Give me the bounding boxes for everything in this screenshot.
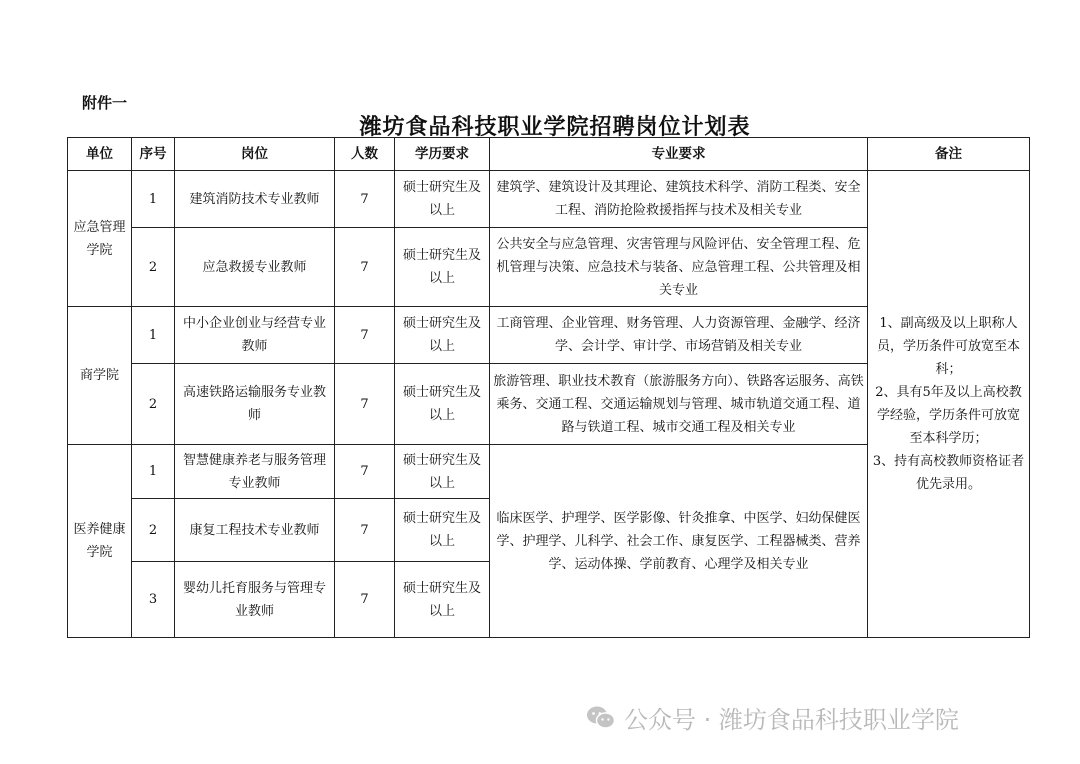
education-cell: 硕士研究生及以上 [395,307,490,364]
watermark [586,700,959,735]
seq-cell: 1 [132,445,175,499]
remark-item: 3、持有高校教师资格证者优先录用。 [872,454,1025,492]
education-cell: 硕士研究生及以上 [395,445,490,499]
unit-cell: 医养健康学院 [68,445,132,638]
wechat-icon [586,705,616,731]
education-cell: 硕士研究生及以上 [395,228,490,307]
seq-cell: 2 [132,364,175,445]
remarks-cell [868,171,1030,638]
education-cell: 硕士研究生及以上 [395,499,490,562]
header-unit: 单位 [68,138,132,171]
education-cell: 硕士研究生及以上 [395,171,490,228]
header-education: 学历要求 [395,138,490,171]
count-cell: 7 [335,228,395,307]
header-seq: 序号 [132,138,175,171]
attachment-label: 附件一 [82,94,128,112]
count-cell: 7 [335,364,395,445]
major-cell: 建筑学、建筑设计及其理论、建筑技术科学、消防工程类、安全工程、消防抢险救援指挥与技术及相关专业 [490,171,868,228]
count-cell: 7 [335,499,395,562]
major-cell: 工商管理、企业管理、财务管理、人力资源管理、金融学、经济学、会计学、审计学、市场营销及相关专业 [490,307,868,364]
major-cell: 旅游管理、职业技术教育（旅游服务方向）、铁路客运服务、高铁乘务、交通工程、交通运输规划与管理、城市轨道交通工程、道路与铁道工程、城市交通工程及相关专业 [490,364,868,445]
count-cell: 7 [335,445,395,499]
count-cell: 7 [335,307,395,364]
position-cell: 中小企业创业与经营专业教师 [175,307,335,364]
unit-cell: 应急管理学院 [68,171,132,307]
position-cell: 康复工程技术专业教师 [175,499,335,562]
count-cell: 7 [335,562,395,638]
seq-cell: 3 [132,562,175,638]
table-header-row [68,138,1030,171]
header-major: 专业要求 [490,138,868,171]
position-cell: 婴幼儿托育服务与管理专业教师 [175,562,335,638]
education-cell: 硕士研究生及以上 [395,364,490,445]
seq-cell: 2 [132,228,175,307]
table-row [68,171,1030,228]
header-count: 人数 [335,138,395,171]
seq-cell: 1 [132,307,175,364]
position-cell: 建筑消防技术专业教师 [175,171,335,228]
education-cell: 硕士研究生及以上 [395,562,490,638]
position-cell: 应急救援专业教师 [175,228,335,307]
recruitment-plan-table [67,137,1030,638]
watermark-text: 公众号 · 潍坊食品科技职业学院 [624,706,959,734]
major-cell: 公共安全与应急管理、灾害管理与风险评估、安全管理工程、危机管理与决策、应急技术与装备、应急管理工程、公共管理及相关专业 [490,228,868,307]
page-title: 潍坊食品科技职业学院招聘岗位计划表 [359,114,751,140]
header-position: 岗位 [175,138,335,171]
remark-item: 1、副高级及以上职称人员，学历条件可放宽至本科； [876,316,1020,377]
position-cell: 高速铁路运输服务专业教师 [175,364,335,445]
seq-cell: 1 [132,171,175,228]
position-cell: 智慧健康养老与服务管理专业教师 [175,445,335,499]
seq-cell: 2 [132,499,175,562]
count-cell: 7 [335,171,395,228]
remark-item: 2、具有5年及以上高校教学经验，学历条件可放宽至本科学历； [875,385,1022,446]
major-cell: 临床医学、护理学、医学影像、针灸推拿、中医学、妇幼保健医学、护理学、儿科学、社会工作、康复医学、工程器械类、营养学、运动体操、学前教育、心理学及相关专业 [490,445,868,638]
header-remark: 备注 [868,138,1030,171]
unit-cell: 商学院 [68,307,132,445]
